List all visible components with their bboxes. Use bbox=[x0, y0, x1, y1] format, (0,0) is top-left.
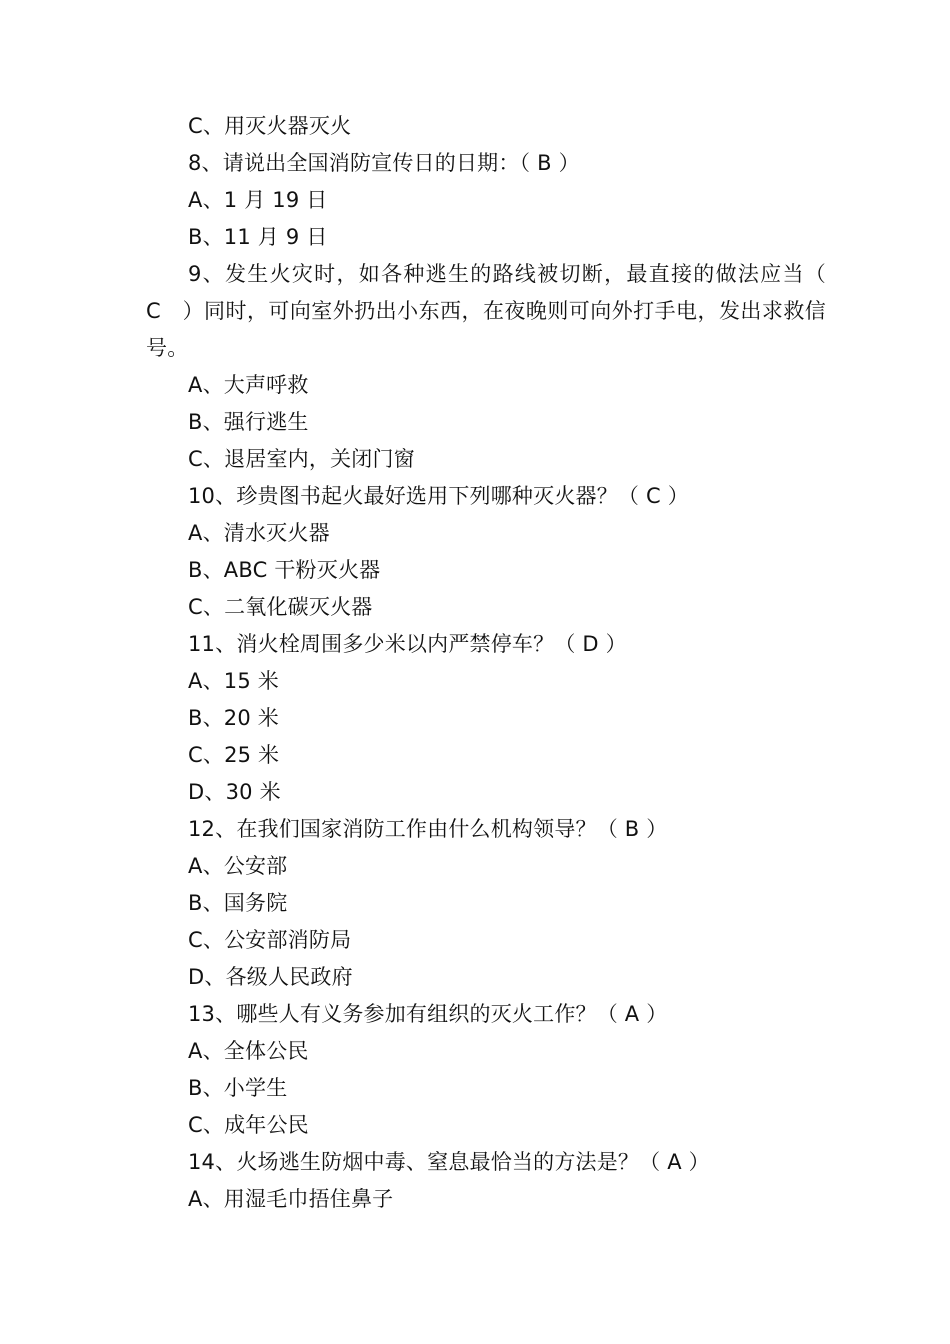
q12-option-c: C、公安部消防局 bbox=[188, 928, 352, 952]
q7-option-c: C、用灭火器灭火 bbox=[188, 114, 352, 138]
q13-option-b: B、小学生 bbox=[188, 1076, 288, 1100]
q11-option-a: A、15 米 bbox=[188, 669, 279, 693]
q9-option-b: B、强行逃生 bbox=[188, 410, 309, 434]
q12-option-a: A、公安部 bbox=[188, 854, 288, 878]
q10-question: 10、珍贵图书起火最好选用下列哪种灭火器？（ C ） bbox=[188, 484, 689, 508]
q8-option-a: A、1 月 19 日 bbox=[188, 188, 328, 212]
q10-option-b: B、ABC 干粉灭火器 bbox=[188, 558, 381, 582]
q14-question: 14、火场逃生防烟中毒、窒息最恰当的方法是？（ A ） bbox=[188, 1150, 710, 1174]
q12-option-d: D、各级人民政府 bbox=[188, 965, 353, 989]
q11-question: 11、消火栓周围多少米以内严禁停车？（ D ） bbox=[188, 632, 627, 656]
q13-option-c: C、成年公民 bbox=[188, 1113, 309, 1137]
q12-question: 12、在我们国家消防工作由什么机构领导？（ B ） bbox=[188, 817, 668, 841]
q12-option-b: B、国务院 bbox=[188, 891, 288, 915]
q11-option-d: D、30 米 bbox=[188, 780, 281, 804]
q10-option-a: A、清水灭火器 bbox=[188, 521, 330, 545]
q9-option-c: C、退居室内，关闭门窗 bbox=[188, 447, 415, 471]
q9-option-a: A、大声呼救 bbox=[188, 373, 309, 397]
q14-option-a: A、用湿毛巾捂住鼻子 bbox=[188, 1187, 394, 1211]
q9-question: 9、发生火灾时，如各种逃生的路线被切断，最直接的做法应当（ C ）同时，可向室外扔出小东西，在夜晚则可向外打手电，发出求救信号。 bbox=[146, 262, 848, 360]
q10-option-c: C、二氧化碳灭火器 bbox=[188, 595, 373, 619]
q11-option-c: C、25 米 bbox=[188, 743, 280, 767]
q13-question: 13、哪些人有义务参加有组织的灭火工作？（ A ） bbox=[188, 1002, 668, 1026]
q8-option-b: B、11 月 9 日 bbox=[188, 225, 328, 249]
q11-option-b: B、20 米 bbox=[188, 706, 280, 730]
q8-question: 8、请说出全国消防宣传日的日期：（ B ） bbox=[188, 151, 580, 175]
q13-option-a: A、全体公民 bbox=[188, 1039, 309, 1063]
